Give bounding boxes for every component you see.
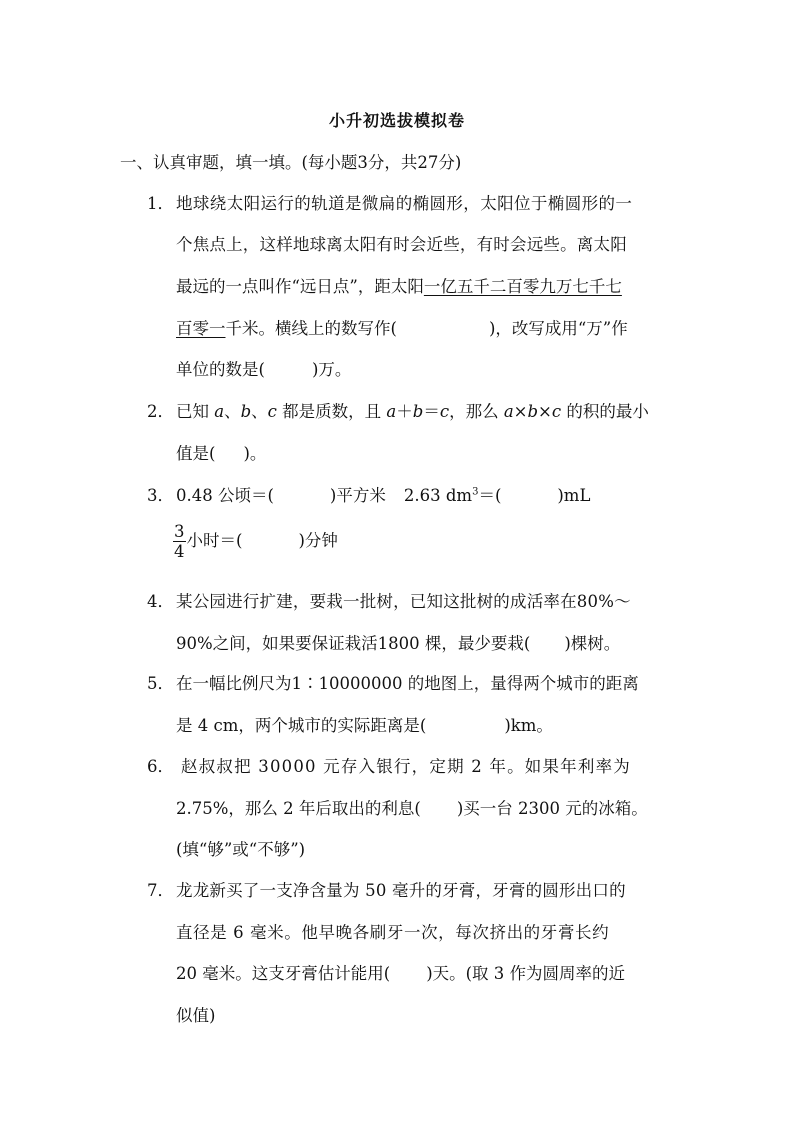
question-text: 某公园进行扩建，要栽一批树，已知这批树的成活率在80%～	[176, 592, 631, 611]
question-text: 似值)	[176, 1006, 216, 1025]
question-text: 百零一千米。横线上的数写作( )，改写成用“万”作	[176, 319, 628, 338]
question-text: 是 4 cm，两个城市的实际距离是( )km。	[176, 716, 553, 735]
question-text: 最远的一点叫作“远日点”，距太阳一亿五千二百零九万七千七	[176, 277, 622, 296]
question-number: 3．	[147, 486, 174, 505]
question-text: 90%之间，如果要保证栽活1800 棵，最少要栽( )棵树。	[176, 634, 621, 653]
question-number: 1．	[147, 194, 174, 213]
question-text: 个焦点上，这样地球离太阳有时会近些，有时会远些。离太阳	[176, 235, 627, 254]
question-text: 20 毫米。这支牙膏估计能用( )天。(取 3 作为圆周率的近	[176, 964, 626, 983]
question-text: 龙龙新买了一支净含量为 50 毫升的牙膏，牙膏的圆形出口的	[176, 881, 626, 900]
fraction: $\frac{3}{4}$	[174, 522, 185, 561]
question-text: 赵叔叔把 30000 元存入银行，定期 2 年。如果年利率为	[181, 757, 631, 776]
question-number: 6．	[147, 757, 174, 776]
question-number: 4．	[147, 592, 174, 611]
question-text: 在一幅比例尺为1∶10000000 的地图上，量得两个城市的距离	[176, 674, 639, 693]
question-text: $\frac{3}{4}$ 小时＝( )分钟	[174, 522, 338, 561]
question-text: 值是( )。	[176, 444, 267, 463]
page-title: 小升初选拔模拟卷	[328, 111, 465, 130]
question-number: 5．	[147, 674, 174, 693]
section-heading: 一、认真审题，填一填。(每小题3分，共27分)	[120, 153, 462, 172]
question-text: 已知 a、b、c 都是质数，且 a＋b＝c，那么 a×b×c 的积的最小	[176, 402, 649, 421]
question-text: 2.75%，那么 2 年后取出的利息( )买一台 2300 元的冰箱。	[176, 799, 648, 818]
question-text: 0.48 公顷＝( )平方米 2.63 $dm^3=$( )mL	[176, 486, 591, 505]
underlined-number: 百零一	[176, 319, 226, 338]
question-text: 地球绕太阳运行的轨道是微扁的椭圆形，太阳位于椭圆形的一	[176, 194, 633, 213]
question-number: 7．	[147, 881, 174, 900]
question-text: 直径是 6 毫米。他早晚各刷牙一次，每次挤出的牙膏长约	[176, 923, 610, 942]
question-text: 单位的数是( )万。	[176, 360, 352, 379]
question-text: (填“够”或“不够”)	[176, 840, 306, 859]
underlined-number: 一亿五千二百零九万七千七	[423, 277, 622, 296]
question-number: 2．	[147, 402, 174, 421]
